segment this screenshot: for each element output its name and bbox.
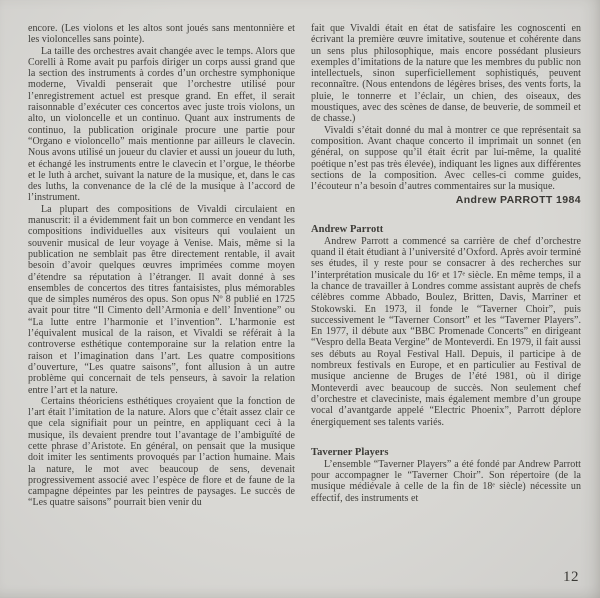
paragraph-aesthetic-theorists: Certains théoriciens esthétiques croyaient que la fonction de l’art était l’imitation de la nature. Alors que c’était assez clair ce que cela signifiait pour un peintre, en appliquant ceci à la musique, ils devaient prendre tout l’avantage de l’ambiguïté de cette phrase d’Aristote. En général, on pensait que la musique doit imiter les sentiments provoqués par l’action humaine. Mais la nature, le mot avec beaucoup de sens, devenait progressivement associé avec l’espèce de flore et de faune de la campagne dépeintes par les peintres de paysages. Le succès de “Les quatre saisons” pourrait bien venir du — [28, 395, 295, 509]
section-heading-taverner-players: Taverner Players — [311, 446, 389, 458]
paragraph-manuscripts: La plupart des compositions de Vivaldi circulaient en manuscrit: il a évidemment fait un bon commerce en vendant les compositions individuelles aux visiteurs qui voulaient un souvenir musical de leur voyage à Venise. Mais, même si la publication ne semblait pas être directement rentable, il avait besoin d’avoir quelques œuvres imprimées comme moyen d’étendre sa réputation à l’étranger. Il avait donné à ses ensembles de concertos des titres fantaisistes, plus mémorables que de simples numéros des opus. Son opus Nº 8 publié en 1725 avait pour titre “Il Cimento dell’Armonia e dell’ Inventione” ou “La lutte entre l’harmonie et l’invention”. L’harmonie est l’équivalent musical de la raison, et Vivaldi se référait à la controverse esthétique contemporaine sur la relation entre la raison et l’imagination dans l’art. Les quatre compositions d’ouverture, “Les quatre saisons”, font allusion à un autre problème qui concernait de tels penseurs, à savoir la relation entre l’art et la nature. — [28, 203, 295, 396]
paragraph-imitation-continuation: fait que Vivaldi était en état de satisfaire les cognoscenti en écrivant la première œuvre imitative, soutenue et cohérente dans un sens plus philosophique, mais encore possédant plusieurs exemples d’imitations de la nature que les membres du public non intellectuels, sinon superficiellement sophistiqués, peuvent reconnaître. (Nous entendons de légères brises, des vents forts, la pluie, le tonnerre et l’éclair, un chien, des oiseaux, des moustiques, avec des scènes de danse, de beuverie, de sommeil et de chasse.) — [311, 23, 581, 125]
paragraph-taverner-players-bio: L’ensemble “Taverner Players” a été fondé par Andrew Parrott pour accompagner le “Taverner Choir”. Son répertoire (de la musique médiévale à celle de la fin de 18ᵉ siècle) nécessite un effectif, des instruments et — [311, 458, 581, 504]
paragraph-sonnets: Vivaldi s’était donné du mal à montrer ce que représentait sa composition. Avant chaque concerto il imprimait un sonnet (en général, on suppose qu’il était écrit par lui-même, la qualité poétique n’est pas très élevée), indiquant les lignes aux différentes sections de la composition. Avec celles-ci comme guides, l’écouteur n’a besoin d’autres commentaires sur la musique. — [311, 124, 581, 193]
page-number: 12 — [563, 569, 579, 585]
paragraph-andrew-parrott-bio: Andrew Parrott a commencé sa carrière de chef d’orchestre quand il était étudiant à l’université d’Oxford. Après avoir terminé ses études, il y reste pour se consacrer à des recherches sur l’interprétation musicale du 16ᵉ et 17ᵉ siècle. En même temps, il a la chance de travailler à Londres comme assistant auprès de chefs célèbres comme Abbado, Boulez, Britten, Davis, Marriner et Stokowski. En 1973, il fonde le “Taverner Choir”, puis successivement le “Taverner Consort” et les “Taverner Players”. En 1977, il débute aux “BBC Promenade Concerts” en dirigeant “Vespro della Beata Vergine” de Monteverdi. En 1979, il fait aussi ses débuts au Royal Festival Hall. Depuis, il participe à de nombreux festivals en Europe, et en particulier au Festival de musique ancienne de Bruges de l’été 1981, où il dirige Monteverdi avec beaucoup de succès. Non seulement chef d’orchestre et claveciniste, mais également membre d’un groupe vocal d’avantgarde appelé “Electric Phoenix”, Parrott déplore énergiquement ses talents variés. — [311, 235, 581, 428]
right-column — [311, 23, 581, 504]
paragraph-continuation: encore. (Les violons et les altos sont joués sans mentonnière et les violoncelles sans pointe). — [28, 23, 295, 46]
section-heading-andrew-parrott: Andrew Parrott — [311, 223, 384, 235]
author-signature: Andrew PARROTT 1984 — [455, 194, 581, 207]
left-column — [28, 23, 295, 509]
paragraph-orchestra-size: La taille des orchestres avait changée avec le temps. Alors que Corelli à Rome avait pu parfois diriger un corps aussi grand que la section des instruments à cordes d’un orchestre symphonique moderne, Vivaldi penserait que l’orchestre utilisé pour l’enregistrement actuel est presque grand. En effet, il serait raisonnable d’exécuter ces concertos avec juste trois violons, un alto, un violoncelle et un continuo. Quant aux instruments de continuo, la publication originale procure une partie pour “Organo e violoncello” mais mentionne par ailleurs le clavecin. Nous avons utilisé un joueur du clavier et aussi un joueur du luth, et échangé les instruments entre le clavecin et l’orgue, le théorbe et le luth à archet, suivant la nature de la musique, et, dans le cas des luths, la convenance de la clé de la musique à l’accord de l’instrument. — [28, 45, 295, 204]
